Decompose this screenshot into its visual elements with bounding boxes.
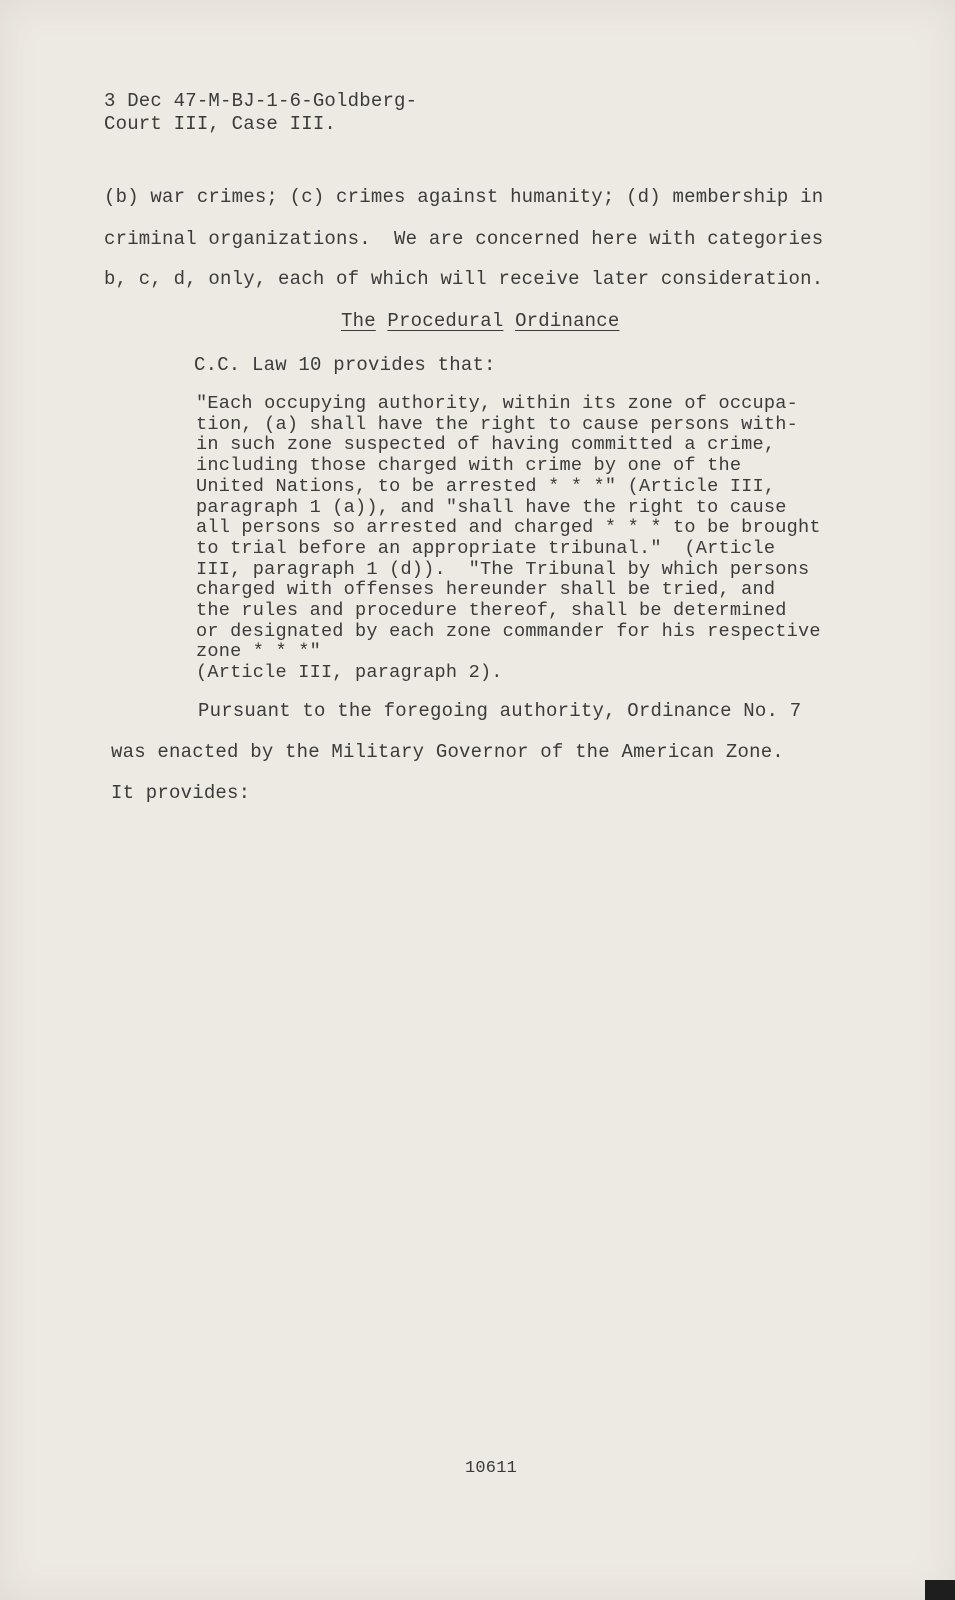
paragraph-1-line-2: criminal organizations. We are concerned here with categories	[104, 228, 824, 250]
section-heading	[341, 310, 619, 332]
quote-line: paragraph 1 (a)), and "shall have the right to cause	[196, 496, 787, 518]
heading-word-3: Ordinance	[515, 310, 620, 332]
quote-line: zone * * *"	[196, 641, 321, 663]
quote-line: United Nations, to be arrested * * *" (Article III,	[196, 475, 776, 497]
block-quote	[196, 394, 821, 684]
quote-line: the rules and procedure thereof, shall be determined	[196, 600, 787, 622]
quote-line: including those charged with crime by one of the	[196, 455, 742, 477]
header-line-1: 3 Dec 47-M-BJ-1-6-Goldberg-	[104, 90, 418, 112]
document-header	[104, 90, 417, 136]
quote-line: tion, (a) shall have the right to cause persons with-	[196, 413, 798, 435]
scan-corner-shadow	[925, 1580, 955, 1600]
quote-line: all persons so arrested and charged * * * to be brought	[196, 517, 821, 539]
heading-word-2: Procedural	[387, 310, 504, 332]
quote-line: charged with offenses hereunder shall be tried, and	[196, 579, 776, 601]
paragraph-1-line-3: b, c, d, only, each of which will receive later consideration.	[104, 268, 824, 290]
paragraph-2-line-3: It provides:	[111, 782, 251, 804]
paragraph-2-line-2: was enacted by the Military Governor of the American Zone.	[111, 741, 784, 763]
quote-line: (Article III, paragraph 2).	[196, 662, 503, 684]
quote-line: or designated by each zone commander for his respective	[196, 620, 821, 642]
quote-line: III, paragraph 1 (d)). "The Tribunal by which persons	[196, 558, 810, 580]
paragraph-2-line-1: Pursuant to the foregoing authority, Ordinance No. 7	[198, 700, 802, 722]
heading-word-1: The	[341, 310, 376, 332]
quote-line: to trial before an appropriate tribunal." (Article	[196, 537, 776, 559]
header-line-2: Court III, Case III.	[104, 113, 337, 135]
page-number: 10611	[465, 1459, 518, 1478]
intro-line: C.C. Law 10 provides that:	[194, 354, 496, 376]
paragraph-1-line-1: (b) war crimes; (c) crimes against humanity; (d) membership in	[104, 186, 824, 208]
quote-line: "Each occupying authority, within its zone of occupa-	[196, 393, 798, 414]
quote-line: in such zone suspected of having committed a crime,	[196, 434, 776, 456]
